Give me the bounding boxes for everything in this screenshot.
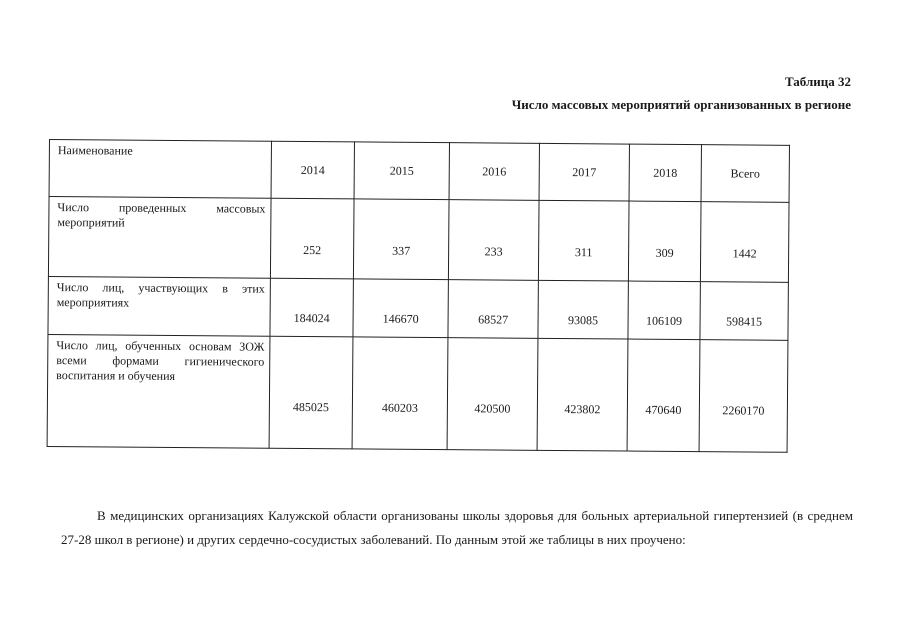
table-cell: 106109 <box>628 281 700 340</box>
header-total: Всего <box>701 145 789 203</box>
table-row <box>47 334 788 452</box>
table-title: Число массовых мероприятий организованных в регионе <box>511 97 851 112</box>
table-cell: 184024 <box>270 278 353 337</box>
data-table <box>47 139 790 453</box>
table-row <box>48 276 788 340</box>
table-number: Таблица 32 <box>784 74 851 89</box>
table-cell: 146670 <box>353 279 448 338</box>
table-cell: 2260170 <box>699 340 788 453</box>
table-cell: 93085 <box>538 280 628 339</box>
row-name: Число лиц, участвующих в этих мероприятиях <box>48 276 270 336</box>
header-2014: 2014 <box>271 141 354 199</box>
row-name: Число проведенных массовых мероприятий <box>48 197 271 279</box>
header-name: Наименование <box>49 140 271 199</box>
row-name: Число лиц, обученных основам ЗОЖ всеми формами гигиенического воспитания и обучения <box>47 334 270 448</box>
header-2017: 2017 <box>539 143 629 201</box>
table-cell: 233 <box>448 200 539 281</box>
body-paragraph: В медицинских организациях Калужской области организованы школы здоровья для больных артериальной гипертензией (в среднем 27-28 школ в регионе) и других сердечно-сосудистых заболеваний. По данным этой же таблицы в них проучено: <box>61 508 853 547</box>
table-row <box>48 197 789 283</box>
header-row <box>49 140 789 203</box>
table-cell: 337 <box>353 199 449 280</box>
table-cell: 252 <box>270 198 354 279</box>
table-cell: 460203 <box>352 337 448 450</box>
table-cell: 420500 <box>447 338 538 451</box>
table-cell: 485025 <box>269 336 353 449</box>
header-2018: 2018 <box>629 144 701 202</box>
table-cell: 309 <box>628 201 701 282</box>
table-cell: 470640 <box>627 339 700 452</box>
table-cell: 598415 <box>700 282 788 341</box>
header-2015: 2015 <box>354 142 449 200</box>
header-2016: 2016 <box>449 143 539 201</box>
table-cell: 1442 <box>700 202 789 283</box>
table-cell: 311 <box>538 200 629 281</box>
table-cell: 423802 <box>537 338 628 451</box>
table-cell: 68527 <box>448 280 538 339</box>
